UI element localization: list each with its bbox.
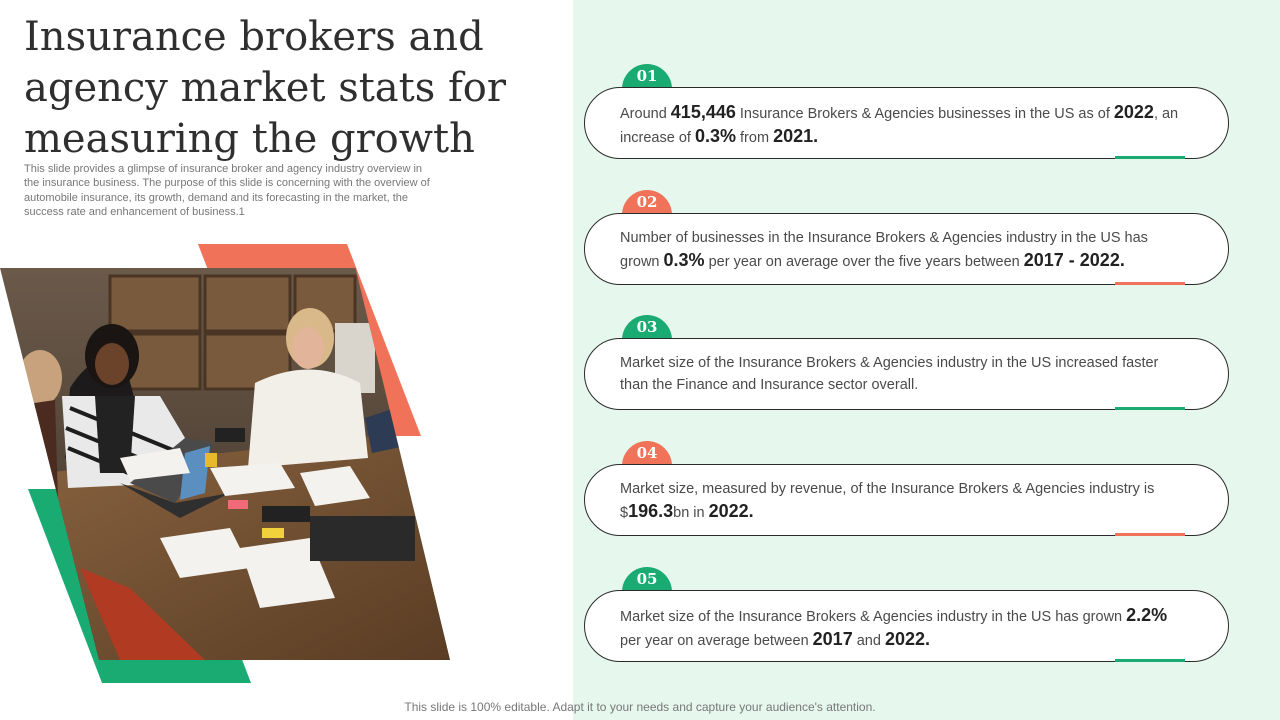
accent-bar-4 <box>1115 533 1185 536</box>
stat-text-4: Market size, measured by revenue, of the Insurance Brokers & Agencies industry is $196.3bn in 2022. <box>620 481 1155 521</box>
accent-bar-2 <box>1115 282 1185 285</box>
accent-bar-5 <box>1115 659 1185 662</box>
accent-bar-3 <box>1115 407 1185 410</box>
stat-number-badge-5: 05 <box>622 567 672 597</box>
stat-card-4 <box>584 464 1229 536</box>
accent-bar-1 <box>1115 156 1185 159</box>
footer-note: This slide is 100% editable. Adapt it to your needs and capture your audience's attention. <box>404 700 876 714</box>
stat-card-2 <box>584 213 1229 285</box>
page-title: Insurance brokers and agency market stats for measuring the growth <box>24 14 506 162</box>
stat-number-badge-3: 03 <box>622 315 672 345</box>
stat-number-badge-4: 04 <box>622 441 672 471</box>
stat-card-1 <box>584 87 1229 159</box>
stat-text-5: Market size of the Insurance Brokers & Agencies industry in the US has grown 2.2% per year on average between 2017 and 2022. <box>620 605 1168 649</box>
stat-card-3 <box>584 338 1229 410</box>
stat-text-3: Market size of the Insurance Brokers & Agencies industry in the US increased faster than the Finance and Insurance sector overall. <box>620 355 1159 393</box>
stat-card-5 <box>584 590 1229 662</box>
page-subtitle: This slide provides a glimpse of insurance broker and agency industry overview in the insurance business. The purpose of this slide is concerning with the overview of automobile insurance, its growth, demand and its forecasting in the market, the success rate and enhancement of business.1 <box>24 163 430 218</box>
stat-text-1: Around 415,446 Insurance Brokers & Agencies businesses in the US as of 2022, an increase of 0.3% from 2021. <box>620 102 1179 146</box>
stat-number-badge-2: 02 <box>622 190 672 220</box>
stat-text-2: Number of businesses in the Insurance Brokers & Agencies industry in the US has grown 0.3% per year on average over the five years between 2017 - 2022. <box>620 230 1148 270</box>
stat-number-badge-1: 01 <box>622 64 672 94</box>
